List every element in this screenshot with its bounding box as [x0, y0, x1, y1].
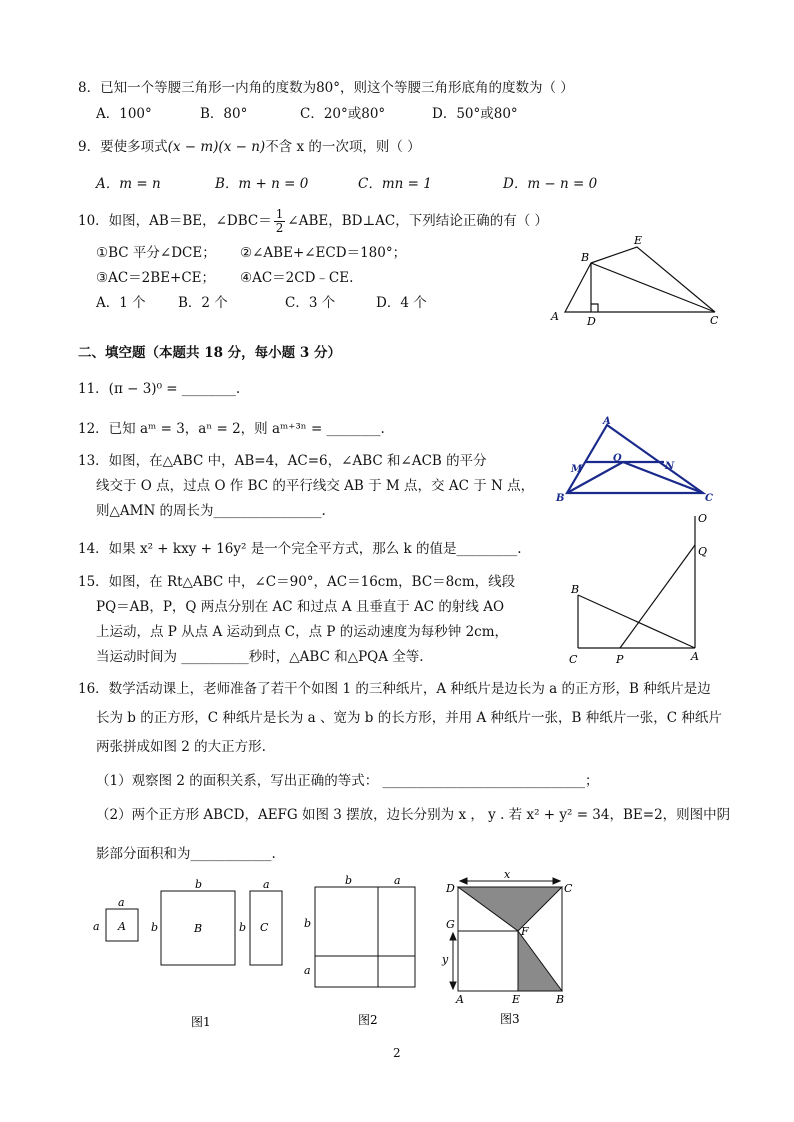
- q8-option-d: D．50°或80°: [432, 106, 518, 122]
- fig1-label-B: B: [194, 922, 203, 935]
- q11-stem: 11．(π − 3)⁰ = ________.: [78, 381, 241, 397]
- q16-sub-2: （2）两个正方形 ABCD，AEFG 如图 3 摆放，边长分别为 x ， y . 若 x² + y² = 34，BE=2，则图中阴: [96, 807, 731, 823]
- q13-label-o: O: [613, 453, 622, 464]
- q10-label-e: E: [634, 234, 643, 247]
- fig2-label-a-side: a: [304, 964, 311, 977]
- q14-stem: 14．如果 x² + kxy + 16y² 是一个完全平方式，那么 k 的值是_________.: [78, 541, 522, 557]
- q13-label-c: C: [705, 493, 713, 504]
- q15-line-2: PQ＝AB，P，Q 两点分别在 AC 和过点 A 且垂直于 AC 的射线 AO: [96, 599, 505, 615]
- q10-label-a: A: [551, 310, 559, 323]
- fig3-label-b: B: [556, 993, 565, 1006]
- fig1-label-a-c: a: [263, 878, 270, 891]
- q9-expression: (x − m)(x − n): [167, 139, 266, 155]
- q13-line-3: 则△AMN 的周长为________________.: [96, 503, 326, 519]
- q16-line-1: 16．数学活动课上，老师准备了若干个如图 1 的三种纸片，A 种纸片是边长为 a 的正方形，B 种纸片是边: [78, 681, 711, 697]
- q12-stem: 12．已知 aᵐ = 3，aⁿ = 2，则 aᵐ⁺³ⁿ = ________.: [78, 421, 385, 437]
- fig1-label-b-top: b: [195, 878, 203, 891]
- q13-bisector-c: [623, 462, 703, 493]
- q8-stem: 8．已知一个等腰三角形一内角的度数为80°，则这个等腰三角形底角的度数为（ ）: [78, 80, 574, 96]
- q15-line-4: 当运动时间为 __________秒时，△ABC 和△PQA 全等.: [96, 649, 424, 665]
- fig3-label-e: E: [512, 993, 521, 1006]
- fig3-y-arrow-bottom: [450, 982, 456, 989]
- fig1-label-b-c: b: [239, 921, 247, 934]
- q10-triangle-abc: [565, 263, 715, 312]
- q10-stem-post: ∠ABE，BD⊥AC，下列结论正确的有（ ）: [287, 213, 549, 229]
- fig2-big-square: [315, 887, 415, 987]
- page-number: 2: [393, 1046, 401, 1060]
- q10-stem: [78, 208, 548, 235]
- q10-stem-pre: 10．如图，AB＝BE，∠DBC＝: [78, 213, 272, 229]
- q8-option-a: A．100°: [96, 106, 152, 122]
- fig3-shaded-bottom: [518, 931, 562, 991]
- q8-option-b: B．80°: [200, 106, 248, 122]
- fig3-label-a: A: [456, 993, 464, 1006]
- q10-option-c: C．3 个: [285, 295, 336, 311]
- q16-line-2: 长为 b 的正方形，C 种纸片是长为 a 、宽为 b 的长方形，并用 A 种纸片一张，B 种纸片一张，C 种纸片: [96, 710, 722, 726]
- q10-conclusion-4: ④AC＝2CD﹣CE.: [240, 270, 354, 286]
- q10-option-d: D．4 个: [376, 295, 427, 311]
- fig3-caption: 图3: [500, 1012, 520, 1026]
- fig3-shaded-top: [458, 887, 562, 931]
- fig1-label-b-side: b: [151, 921, 159, 934]
- q10-frac-num: 1: [275, 207, 284, 221]
- q10-right-angle-mark: [591, 304, 598, 312]
- q9-option-c: C．mn = 1: [358, 176, 432, 192]
- q15-label-o: O: [698, 512, 708, 525]
- q10-conclusion-3: ③AC＝2BE+CE；: [96, 270, 216, 286]
- q10-path-bec: [591, 247, 715, 312]
- q13-label-a: A: [603, 416, 611, 427]
- q15-label-b: B: [571, 583, 580, 596]
- q16-figure-1: [88, 874, 288, 1034]
- q10-conclusion-1: ①BC 平分∠DCE；: [96, 245, 216, 261]
- fig3-label-c: C: [564, 882, 573, 895]
- fig3-x-arrow-right: [553, 878, 560, 884]
- fig3-label-x: x: [504, 868, 511, 881]
- fig3-y-arrow-top: [450, 933, 456, 940]
- q10-label-b: B: [581, 251, 590, 264]
- fig2-label-b-top: b: [345, 874, 353, 887]
- fig1-label-C: C: [260, 921, 269, 934]
- q16-figure-2: [298, 872, 423, 1034]
- fig3-square-aefg: [458, 931, 518, 991]
- q13-label-n: N: [665, 461, 675, 472]
- q9-option-b: B．m + n = 0: [215, 176, 309, 192]
- q15-line-1: 15．如图，在 Rt△ABC 中，∠C＝90°，AC＝16cm，BC＝8cm，线段: [78, 574, 516, 590]
- fig3-label-y: y: [442, 953, 449, 966]
- q10-fraction: [274, 208, 286, 235]
- q13-label-b: B: [556, 493, 565, 504]
- fig2-label-a-top: a: [394, 874, 401, 887]
- q10-label-c: C: [710, 314, 719, 327]
- q15-label-p: P: [616, 653, 624, 666]
- q10-figure: [545, 230, 725, 330]
- q10-conclusion-2: ②∠ABE+∠ECD＝180°；: [240, 245, 407, 261]
- fig1-label-A: A: [118, 920, 126, 933]
- fig2-label-b-side: b: [304, 917, 312, 930]
- q10-frac-den: 2: [275, 221, 284, 235]
- fig1-caption: 图1: [191, 1015, 211, 1029]
- q9-stem: [78, 138, 421, 156]
- fig2-caption: 图2: [358, 1013, 378, 1027]
- q15-segment-ab: [578, 595, 695, 648]
- q10-option-b: B．2 个: [178, 295, 228, 311]
- q9-option-d: D．m − n = 0: [503, 176, 598, 192]
- q15-line-3: 上运动，点 P 从点 A 运动到点 C，点 P 的运动速度为每秒钟 2cm，: [96, 624, 509, 640]
- q9-stem-pre: 9．要使多项式: [78, 139, 168, 155]
- q15-segment-pq: [620, 545, 695, 648]
- fig3-label-d: D: [446, 882, 455, 895]
- q9-option-a: A．m = n: [96, 176, 161, 192]
- fig3-label-f: F: [521, 925, 529, 938]
- q9-stem-post: 不含 x 的一次项，则（ ）: [265, 139, 421, 155]
- q13-line-2: 线交于 O 点，过点 O 作 BC 的平行线交 AB 于 M 点，交 AC 于 N 点，: [96, 478, 535, 494]
- q13-label-m: M: [571, 464, 583, 475]
- q10-option-a: A．1 个: [96, 295, 146, 311]
- q13-line-1: 13．如图，在△ABC 中，AB=4，AC=6，∠ABC 和∠ACB 的平分: [78, 453, 487, 469]
- q10-label-d: D: [587, 315, 596, 328]
- q8-option-c: C．20°或80°: [300, 106, 386, 122]
- fig1-label-a-side: a: [93, 920, 100, 933]
- fig1-label-a-top: a: [118, 896, 125, 909]
- fig3-label-g: G: [446, 918, 455, 931]
- q16-sub-1: （1）观察图 2 的面积关系，写出正确的等式： ______________________________；: [96, 773, 599, 789]
- q13-figure: [555, 415, 725, 505]
- q15-figure: [565, 508, 715, 668]
- section-2-heading: 二、填空题（本题共 18 分，每小题 3 分）: [78, 345, 341, 361]
- q15-label-c: C: [569, 653, 578, 666]
- q16-sub-3: 影部分面积和为____________.: [96, 846, 276, 862]
- q16-line-3: 两张拼成如图 2 的大正方形.: [96, 739, 266, 755]
- q16-figure-3: [440, 865, 590, 1030]
- q15-label-q: Q: [698, 545, 708, 558]
- fig3-x-arrow-left: [460, 878, 467, 884]
- q15-label-a: A: [691, 650, 699, 663]
